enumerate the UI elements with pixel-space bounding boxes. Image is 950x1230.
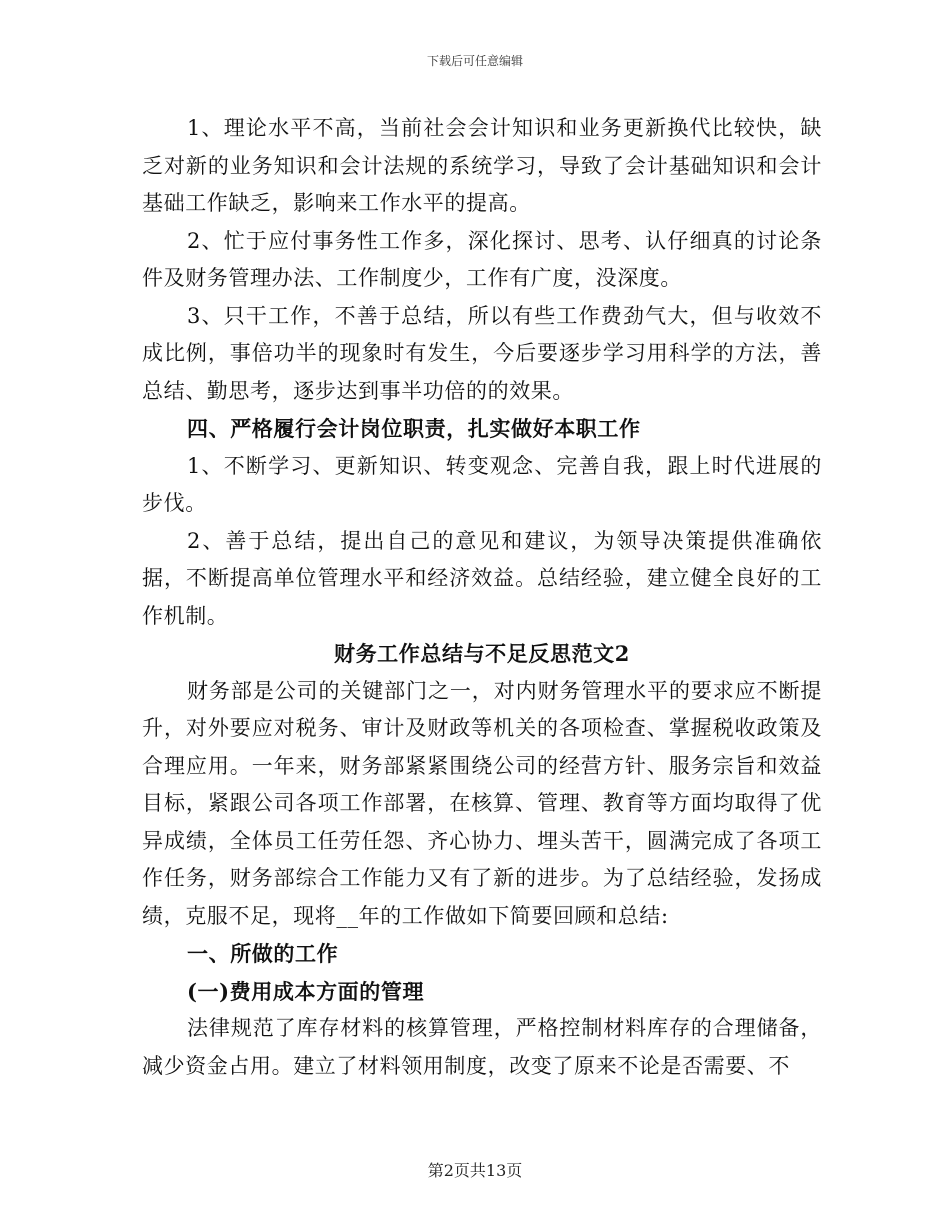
paragraph-3: 3、只干工作，不善于总结，所以有些工作费劲气大，但与收效不成比例，事倍功半的现象时有发生，今后要逐步学习用科学的方法，善总结、勤思考，逐步达到事半功倍的的效果。	[142, 303, 822, 403]
subsection-heading-1: (一)费用成本方面的管理	[187, 978, 425, 1004]
paragraph-2: 2、忙于应付事务性工作多，深化探讨、思考、认仔细真的讨论条件及财务管理办法、工作制度少，工作有广度，没深度。	[142, 228, 822, 290]
section-heading-1: 一、所做的工作	[187, 941, 339, 966]
paragraph-5: 2、善于总结，提出自己的意见和建议，为领导决策提供准确依据，不断提高单位管理水平和经济效益。总结经验，建立健全良好的工作机制。	[142, 528, 822, 628]
page-number: 第2页共13页	[427, 1161, 523, 1180]
section-heading-4: 四、严格履行会计岗位职责，扎实做好本职工作	[187, 416, 641, 441]
paragraph-cost: 法律规范了库存材料的核算管理，严格控制材料库存的合理储备，减少资金占用。建立了材料领用制度，改变了原来不论是否需要、不	[142, 1016, 822, 1078]
paragraph-intro: 财务部是公司的关键部门之一，对内财务管理水平的要求应不断提升，对外要应对税务、审计及财政等机关的各项检查、掌握税收政策及合理应用。一年来，财务部紧紧围绕公司的经营方针、服务宗旨和效益目标，紧跟公司各项工作部署，在核算、管理、教育等方面均取得了优异成绩，全体员工任劳任怨、齐心协力、埋头苦干，圆满完成了各项工作任务，财务部综合工作能力又有了新的进步。为了总结经验，发扬成绩，克服不足，现将__年的工作做如下简要回顾和总结:	[142, 678, 822, 928]
paragraph-1: 1、理论水平不高，当前社会会计知识和业务更新换代比较快，缺乏对新的业务知识和会计法规的系统学习，导致了会计基础知识和会计基础工作缺乏，影响来工作水平的提高。	[142, 116, 822, 215]
document-title: 财务工作总结与不足反思范文2	[333, 641, 630, 666]
document-body	[142, 110, 822, 1085]
paragraph-4: 1、不断学习、更新知识、转变观念、完善自我，跟上时代进展的步伐。	[142, 453, 822, 515]
header-note: 下载后可任意编辑	[426, 54, 523, 68]
